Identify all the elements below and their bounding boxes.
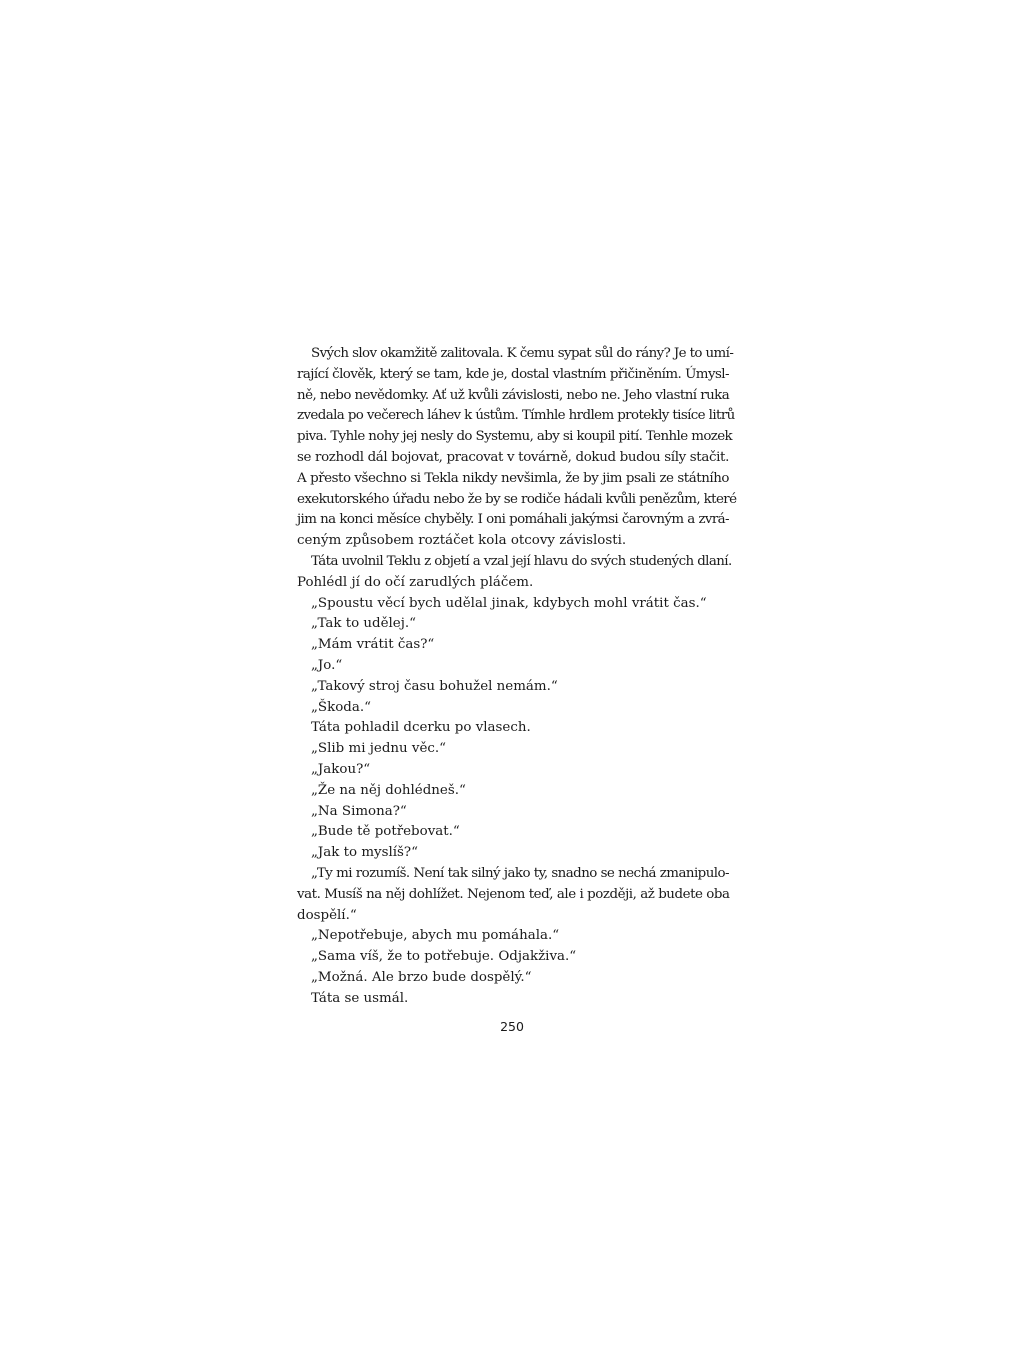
text-line: „Jakou?“: [311, 761, 371, 777]
text-line: A přesto všechno si Tekla nikdy nevšimla, že by jim psali ze státního: [297, 470, 729, 486]
text-line: „Možná. Ale brzo bude dospělý.“: [311, 969, 532, 985]
text-line: Táta pohladil dcerku po vlasech.: [311, 720, 531, 736]
text-line: „Na Simona?“: [311, 803, 407, 819]
text-line: rající člověk, který se tam, kde je, dostal vlastním přičiněním. Úmysl-: [297, 366, 729, 382]
text-line: vat. Musíš na něj dohlížet. Nejenom teď, ale i později, až budete oba: [297, 886, 730, 902]
body-text: [297, 344, 737, 1010]
text-line: „Jo.“: [311, 657, 343, 673]
text-line: ně, nebo nevědomky. Ať už kvůli závislosti, nebo ne. Jeho vlastní ruka: [297, 387, 730, 403]
text-line: „Jak to myslíš?“: [311, 845, 418, 861]
text-line: Táta se usmál.: [311, 990, 409, 1006]
text-line: ceným způsobem roztáčet kola otcovy závislosti.: [297, 533, 627, 549]
text-line: Táta uvolnil Teklu z objetí a vzal její hlavu do svých studených dlaní.: [311, 553, 732, 569]
text-line: „Spoustu věcí bych udělal jinak, kdybych mohl vrátit čas.“: [311, 595, 707, 611]
page-number: 250: [500, 1019, 524, 1034]
text-line: se rozhodl dál bojovat, pracovat v továrně, dokud budou síly stačit.: [297, 449, 729, 465]
text-line: jim na konci měsíce chyběly. I oni pomáhali jakýmsi čarovným a zvrá-: [297, 512, 729, 528]
text-line: „Nepotřebuje, abych mu pomáhala.“: [311, 928, 560, 944]
text-line: „Sama víš, že to potřebuje. Odjakživa.“: [311, 949, 577, 965]
text-line: „Ty mi rozumíš. Není tak silný jako ty, snadno se nechá zmanipulo-: [311, 865, 729, 881]
text-line: „Takový stroj času bohužel nemám.“: [311, 678, 558, 694]
text-line: „Že na něj dohlédneš.“: [311, 782, 466, 798]
text-line: „Bude tě potřebovat.“: [311, 824, 460, 840]
text-line: „Škoda.“: [311, 699, 371, 715]
text-line: Svých slov okamžitě zalitovala. K čemu sypat sůl do rány? Je to umí-: [311, 346, 734, 361]
text-line: dospělí.“: [297, 907, 357, 923]
text-line: „Slib mi jednu věc.“: [311, 741, 446, 757]
text-line: exekutorského úřadu nebo že by se rodiče hádali kvůli penězům, které: [297, 491, 737, 507]
text-line: zvedala po večerech láhev k ústům. Tímhle hrdlem protekly tisíce litrů: [297, 408, 735, 424]
text-line: Pohlédl jí do očí zarudlých pláčem.: [297, 574, 534, 590]
text-line: piva. Tyhle nohy jej nesly do Systemu, aby si koupil pití. Tenhle mozek: [297, 429, 733, 445]
text-line: „Tak to udělej.“: [311, 616, 416, 632]
text-line: „Mám vrátit čas?“: [311, 637, 435, 653]
